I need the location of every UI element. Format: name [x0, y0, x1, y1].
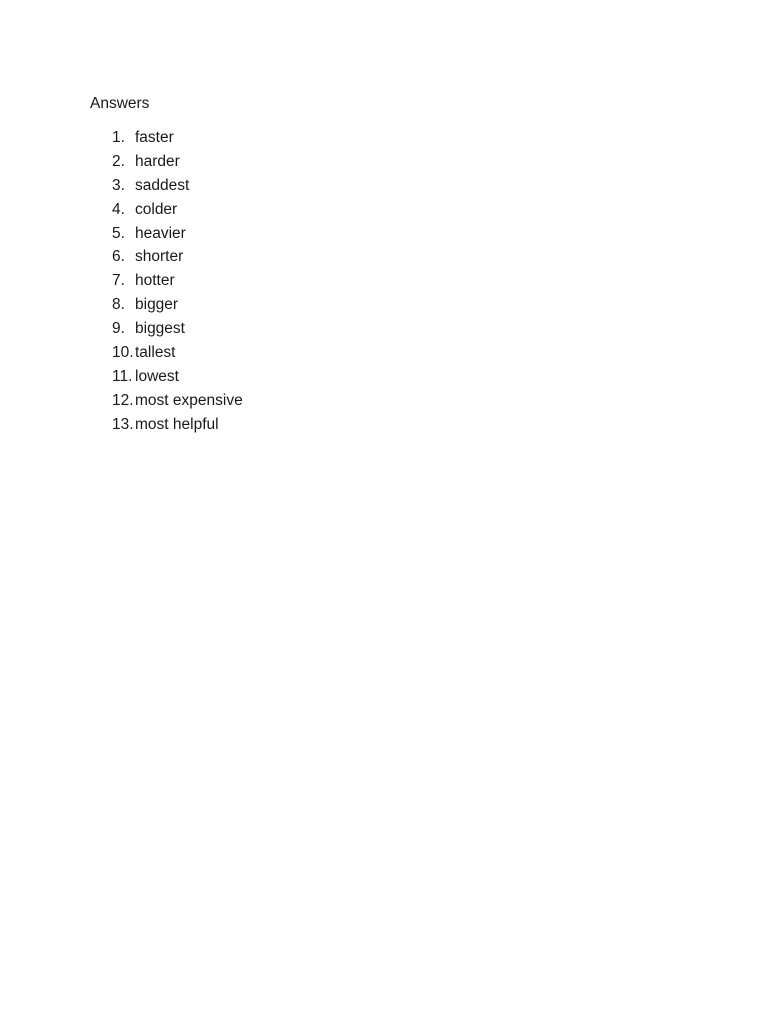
answer-number: 12. [112, 391, 134, 409]
answer-text: colder [135, 200, 178, 218]
answer-item-7 [112, 271, 243, 295]
answer-item-5 [112, 224, 243, 248]
answer-number: 4. [112, 200, 125, 218]
answer-list [112, 128, 243, 439]
answer-item-10 [112, 343, 243, 367]
answer-number: 1. [112, 129, 125, 146]
answer-item-9 [112, 319, 243, 343]
answer-text: faster [135, 129, 174, 146]
answer-number: 10. [112, 344, 134, 362]
answer-number: 7. [112, 272, 125, 290]
answer-number: 5. [112, 224, 125, 242]
answer-text: tallest [135, 344, 176, 362]
answer-item-13 [112, 415, 243, 439]
answer-text: hotter [135, 272, 175, 290]
answer-item-4 [112, 200, 243, 224]
answer-text: harder [135, 152, 180, 170]
answer-number: 13. [112, 415, 134, 433]
answer-text: bigger [135, 296, 179, 314]
answer-number: 3. [112, 176, 125, 194]
answer-text: biggest [135, 320, 185, 338]
answer-item-1 [112, 128, 243, 152]
answer-text: saddest [135, 176, 190, 194]
answer-number: 6. [112, 248, 125, 266]
answer-text: shorter [135, 248, 184, 266]
answer-number: 8. [112, 296, 125, 314]
answer-text: most helpful [135, 415, 219, 433]
answer-item-2 [112, 152, 243, 176]
answer-number: 2. [112, 152, 125, 170]
answer-item-11 [112, 367, 243, 391]
answer-item-3 [112, 176, 243, 200]
answer-item-12 [112, 391, 243, 415]
answer-item-8 [112, 295, 243, 319]
answer-number: 9. [112, 320, 125, 338]
answer-number: 11. [112, 367, 133, 385]
answers-heading: Answers [90, 95, 150, 112]
answer-text: lowest [135, 367, 179, 385]
answer-item-6 [112, 247, 243, 271]
answer-text: heavier [135, 224, 186, 242]
answer-text: most expensive [135, 391, 243, 409]
